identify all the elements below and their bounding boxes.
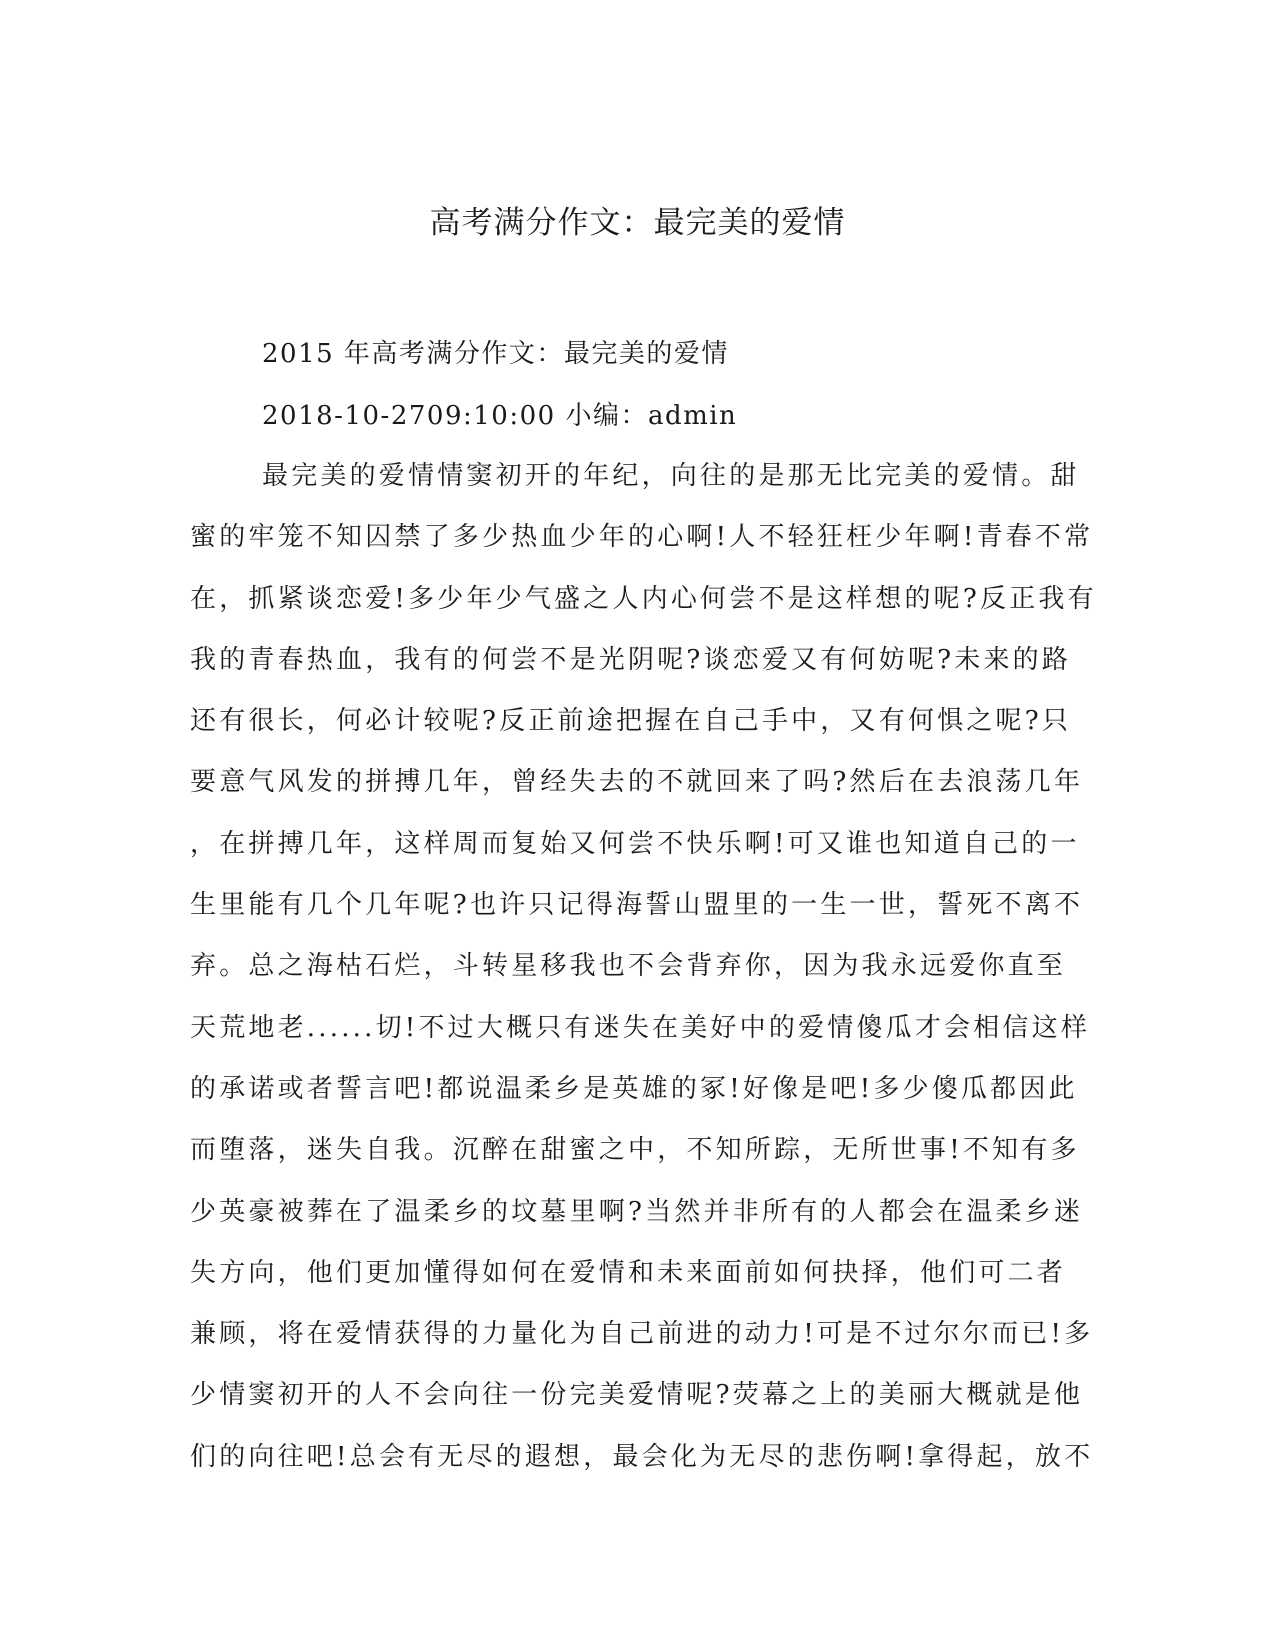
body-line: 而堕落，迷失自我。沉醉在甜蜜之中，不知所踪，无所世事!不知有多	[190, 1135, 1080, 1166]
document-title: 高考满分作文：最完美的爱情	[429, 205, 846, 241]
body-line: 还有很长，何必计较呢?反正前途把握在自己手中，又有何惧之呢?只	[190, 706, 1072, 737]
body-line: 生里能有几个几年呢?也许只记得海誓山盟里的一生一世，誓死不离不	[190, 890, 1084, 921]
body-line: 在，抓紧谈恋爱!多少年少气盛之人内心何尝不是这样想的呢?反正我有	[190, 583, 1097, 614]
body-line: 少情窦初开的人不会向往一份完美爱情呢?荧幕之上的美丽大概就是他	[190, 1380, 1084, 1411]
body-line: 最完美的爱情情窦初开的年纪，向往的是那无比完美的爱情。甜	[262, 461, 1080, 491]
body-line: 失方向，他们更加懂得如何在爱情和未来面前如何抉择，他们可二者	[190, 1257, 1067, 1288]
body-line: 的承诺或者誓言吧!都说温柔乡是英雄的冢!好像是吧!多少傻瓜都因此	[190, 1073, 1078, 1104]
body-text	[190, 456, 1097, 1498]
body-line: 弃。总之海枯石烂，斗转星移我也不会背弃你，因为我永远爱你直至	[190, 951, 1067, 982]
body-line: 蜜的牢笼不知囚禁了多少热血少年的心啊!人不轻狂枉少年啊!青春不常	[190, 522, 1094, 553]
document-meta: 2018-10-2709:10:00 小编：admin	[262, 401, 738, 431]
body-line: 要意气风发的拼搏几年，曾经失去的不就回来了吗?然后在去浪荡几年	[190, 767, 1084, 798]
body-line: 少英豪被葬在了温柔乡的坟墓里啊?当然并非所有的人都会在温柔乡迷	[190, 1196, 1084, 1227]
document-subtitle: 2015 年高考满分作文：最完美的爱情	[262, 339, 729, 369]
body-line: 天荒地老......切!不过大概只有迷失在美好中的爱情傻瓜才会相信这样	[190, 1012, 1091, 1043]
body-line: 们的向往吧!总会有无尽的遐想，最会化为无尽的悲伤啊!拿得起，放不	[190, 1441, 1094, 1472]
body-line: 兼顾，将在爱情获得的力量化为自己前进的动力!可是不过尔尔而已!多	[190, 1319, 1094, 1350]
body-line: ，在拼搏几年，这样周而复始又何尝不快乐啊!可又谁也知道自己的一	[190, 828, 1080, 859]
body-line: 我的青春热血，我有的何尝不是光阴呢?谈恋爱又有何妨呢?未来的路	[190, 644, 1072, 675]
